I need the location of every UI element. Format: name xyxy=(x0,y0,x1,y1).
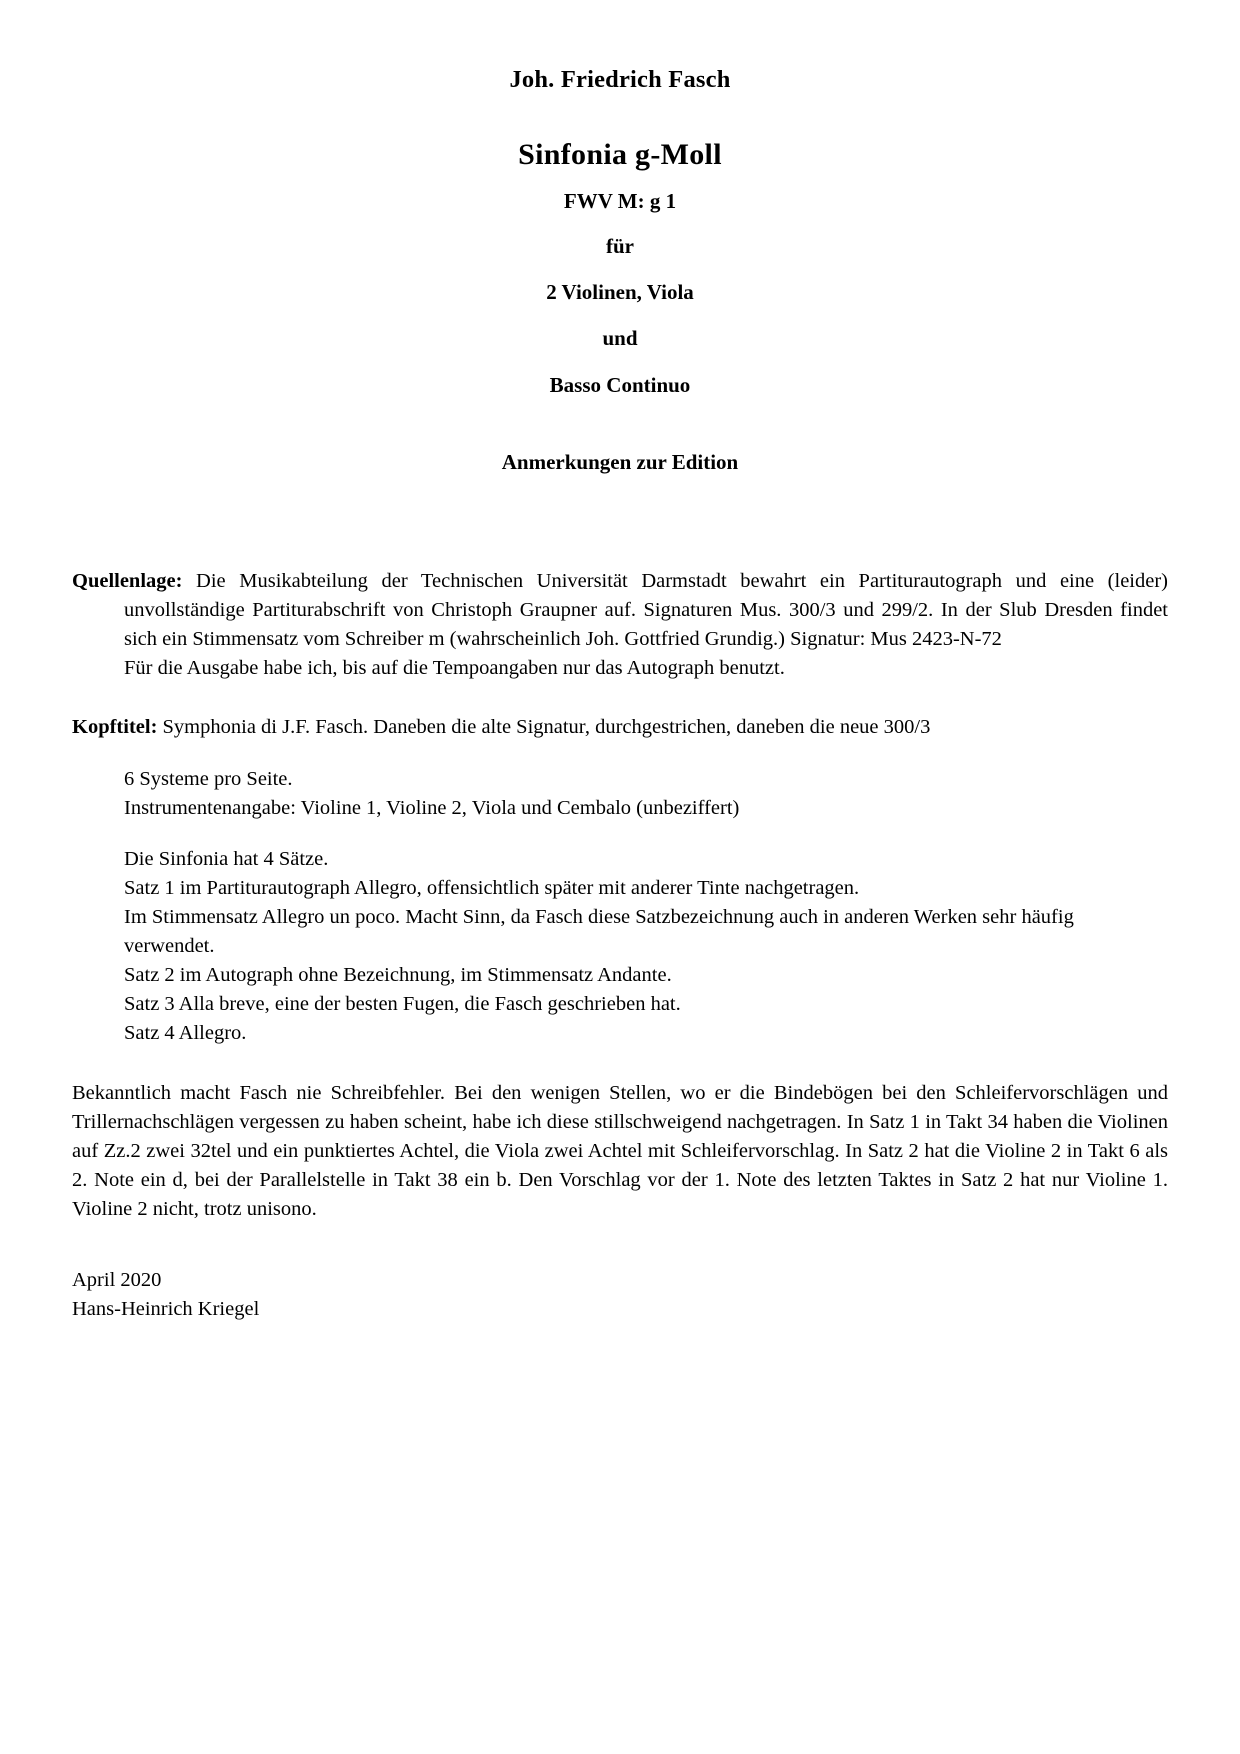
signature-block xyxy=(72,1266,1168,1324)
sources-paragraph xyxy=(72,567,1168,654)
movements-line-5: Satz 3 Alla breve, eine der besten Fugen, die Fasch geschrieben hat. xyxy=(124,993,681,1016)
scoring-line-1: 2 Violinen, Viola xyxy=(546,280,694,304)
movements-line-3: Im Stimmensatz Allegro un poco. Macht Sinn, da Fasch diese Satzbezeichnung auch in anderen Werken sehr häufig verwendet. xyxy=(124,905,1074,958)
catalog-number: FWV M: g 1 xyxy=(563,189,677,213)
scoring-line-2: Basso Continuo xyxy=(549,373,691,397)
spacer xyxy=(72,1049,1168,1079)
signature-editor: Hans-Heinrich Kriegel xyxy=(72,1298,260,1321)
headtitle-text: Symphonia di J.F. Fasch. Daneben die alte Signatur, durchgestrichen, daneben die neue 300/3 xyxy=(157,716,931,739)
for-label: für xyxy=(606,234,634,258)
movements-line-2: Satz 1 im Partiturautograph Allegro, offensichtlich später mit anderer Tinte nachgetragen. xyxy=(124,876,860,899)
movements-line-4: Satz 2 im Autograph ohne Bezeichnung, im Stimmensatz Andante. xyxy=(124,964,672,987)
title-block xyxy=(72,66,1168,475)
section-heading: Anmerkungen zur Edition xyxy=(501,450,739,474)
sources-label: Quellenlage: xyxy=(72,570,183,592)
movements-line-1: Die Sinfonia hat 4 Sätze. xyxy=(124,847,329,870)
headtitle-paragraph xyxy=(72,713,1168,742)
composer-name: Joh. Friedrich Fasch xyxy=(509,66,731,93)
movements-line-6: Satz 4 Allegro. xyxy=(124,1022,247,1045)
spacer xyxy=(72,743,1168,765)
sources-text: Die Musikabteilung der Technischen Universität Darmstadt bewahrt ein Partiturautograph und eine (leider) unvollständige Partiturabschrift von Christoph Graupner auf. Signaturen Mus. 300/3 und 299/2. In der Slub Dresden findet sich ein Stimmensatz vom Schreiber m (wahrscheinlich Joh. Gottfried Grundig.) Signatur: Mus 2423-N-72 xyxy=(124,570,1168,651)
headtitle-label: Kopftitel: xyxy=(72,716,158,739)
layout-note-line-1: 6 Systeme pro Seite. xyxy=(124,767,293,790)
spacer xyxy=(72,683,1168,713)
spacer xyxy=(72,823,1168,845)
sources-second-line: Für die Ausgabe habe ich, bis auf die Tempoangaben nur das Autograph benutzt. xyxy=(124,657,785,680)
work-title: Sinfonia g-Moll xyxy=(518,138,722,171)
remarks-paragraph: Bekanntlich macht Fasch nie Schreibfehler. Bei den wenigen Stellen, wo er die Bindebögen bei den Schleifervorschlägen und Trillernachschlägen vergessen zu haben scheint, habe ich diese stillschweigend nachgetragen. In Satz 1 in Takt 34 haben die Violinen auf Zz.2 zwei 32tel und ein punktiertes Achtel, die Viola zwei Achtel mit Schleifervorschlag. In Satz 2 hat die Violine 2 in Takt 6 als 2. Note ein d, bei der Parallelstelle in Takt 38 ein b. Den Vorschlag vor der 1. Note des letzten Taktes in Satz 2 hat nur Violine 1. Violine 2 nicht, trotz unisono. xyxy=(72,1081,1168,1220)
signature-date: April 2020 xyxy=(72,1269,162,1292)
document-body xyxy=(72,567,1168,1324)
and-label: und xyxy=(602,326,638,350)
layout-note-line-2: Instrumentenangabe: Violine 1, Violine 2, Viola und Cembalo (unbeziffert) xyxy=(124,796,740,819)
